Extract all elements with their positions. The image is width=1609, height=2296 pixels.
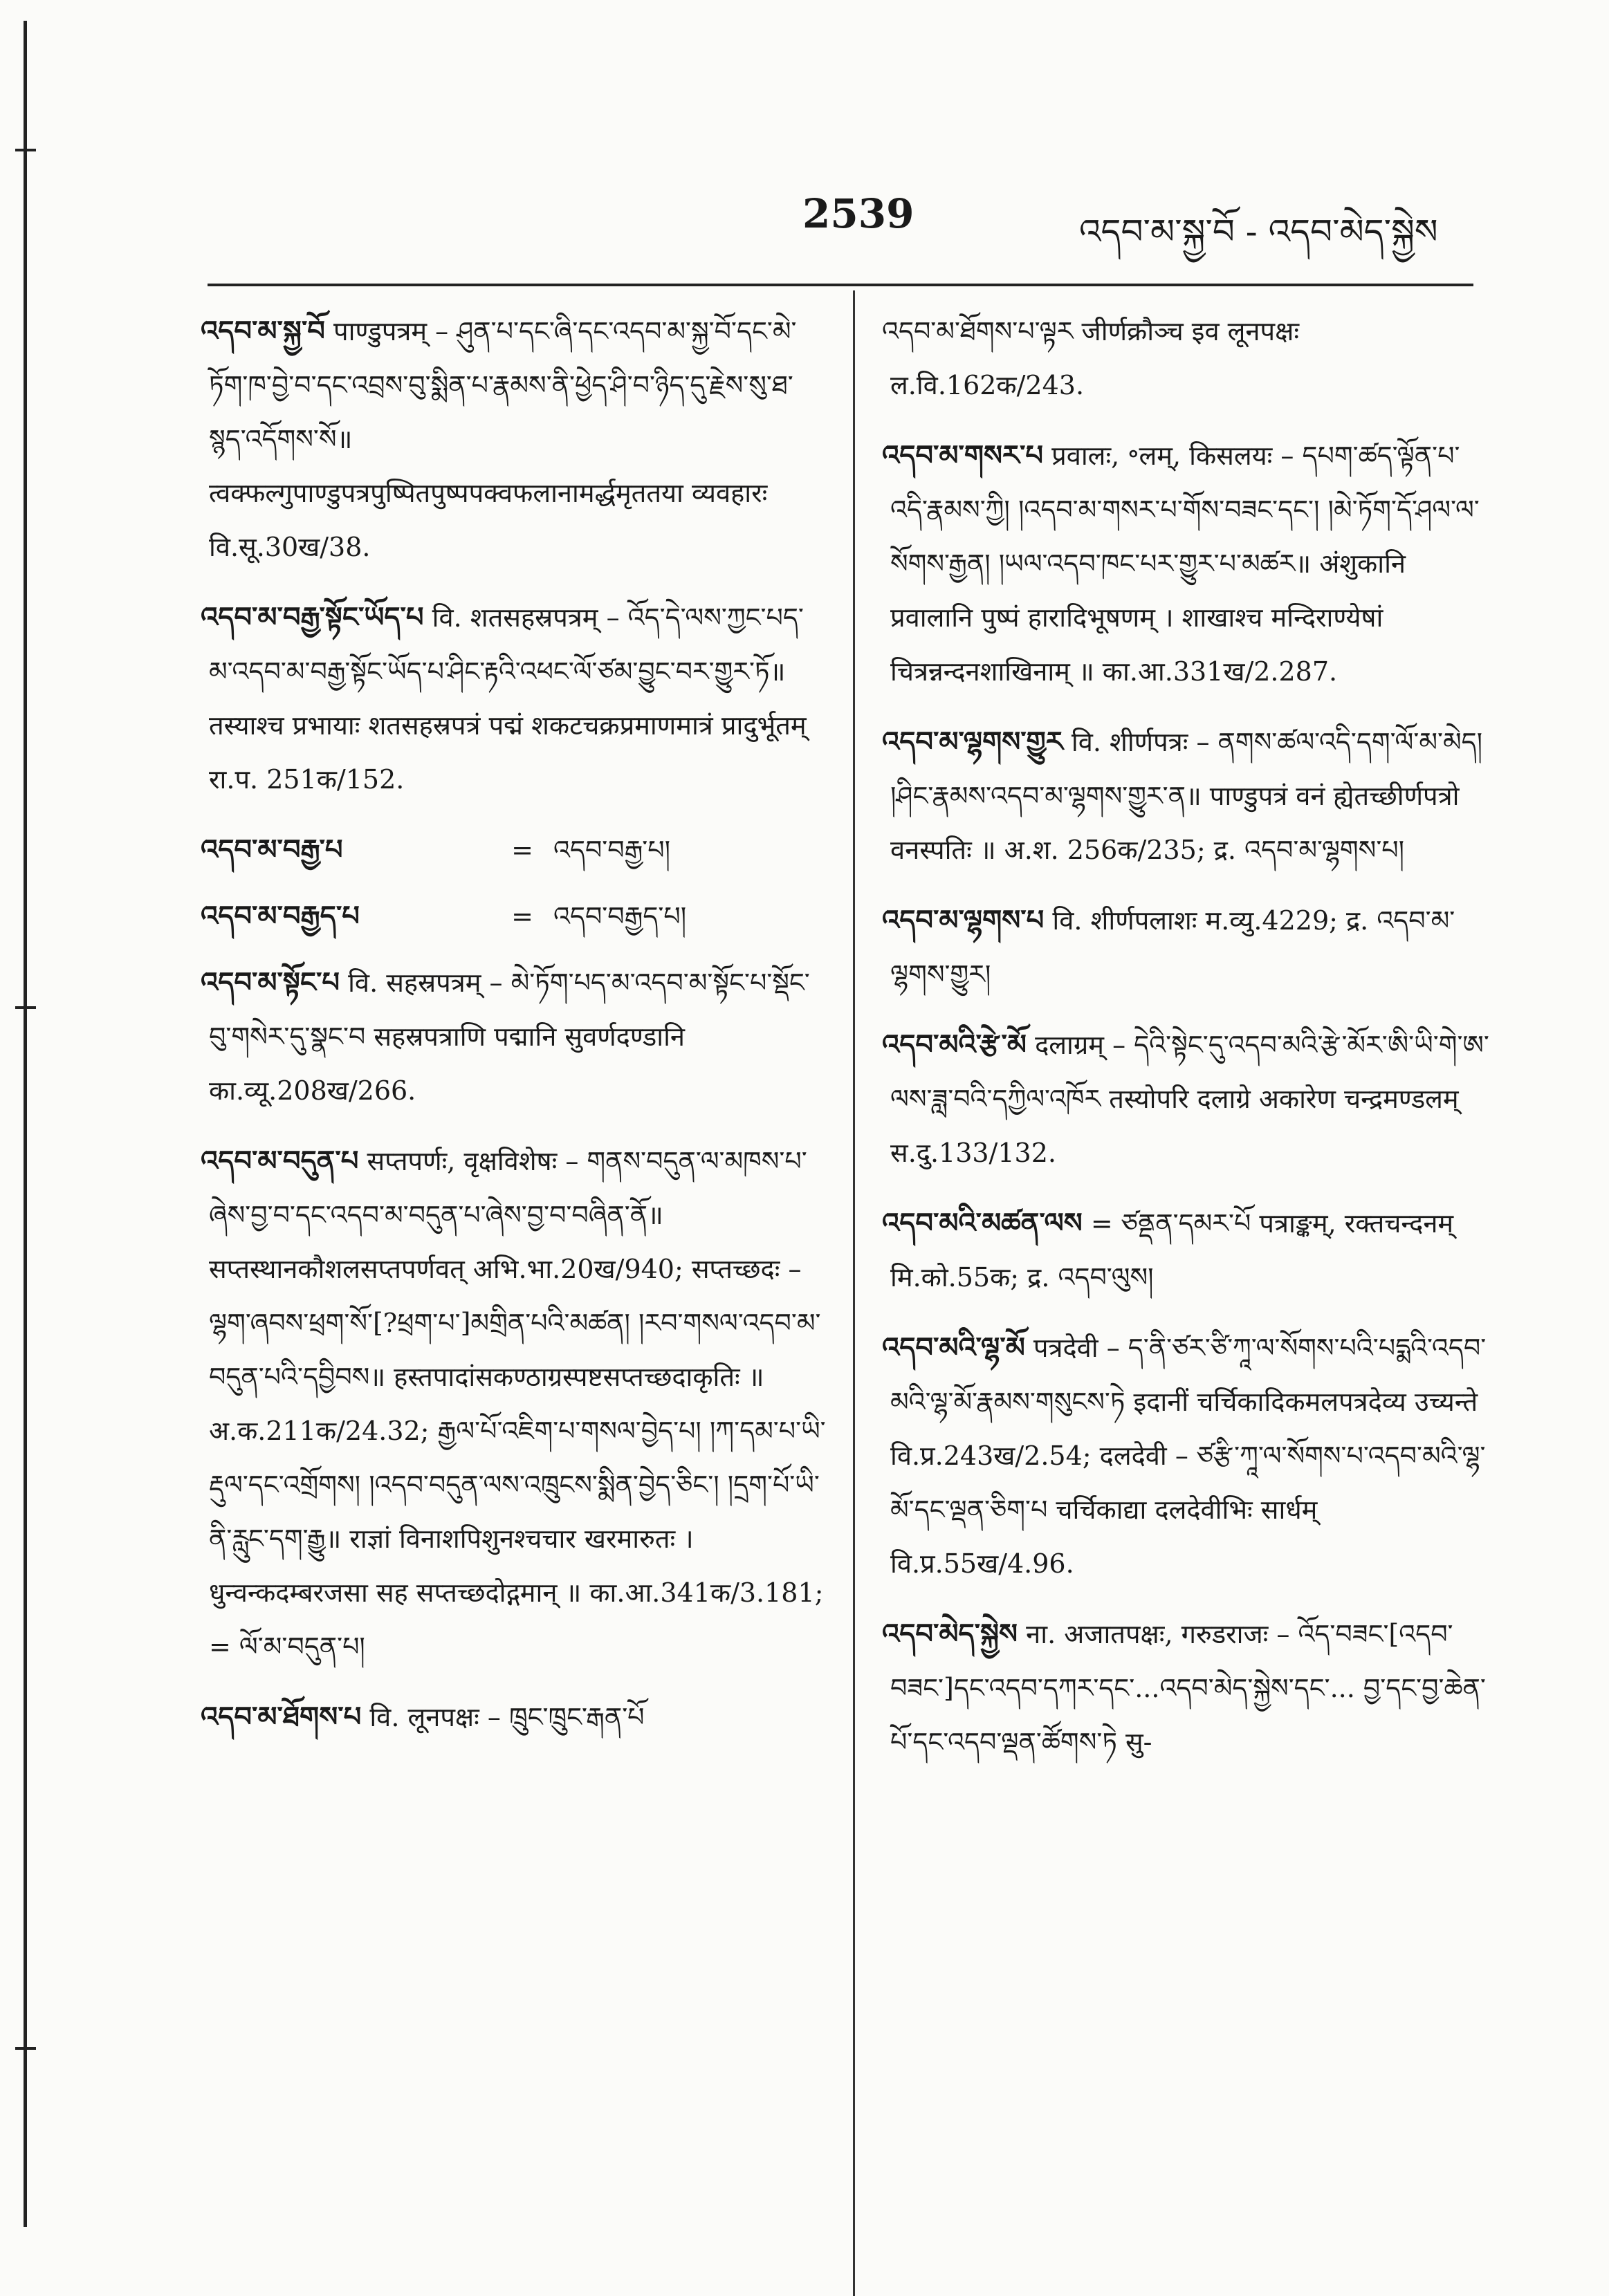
entry-term: འདབ་མ་སྟོང་པ [201,966,340,999]
entry-term: འདབ་མའི་རྩེ་མོ [882,1028,1027,1061]
entry-term: འདབ་མ་ལྷགས་པ [882,904,1045,936]
cross-reference-entry [201,823,827,877]
entry-body: दलाग्रम् – དེའི་སྟེང་དུ་འདབ་མའི་རྩེ་མོར་ཨི་ཡི་གེ་ཨ་ལས་ཟླ་བའི་དཀྱིལ་འཁོར तस्योपरि दलाग्रे अकारेण चन्द्रमण्डलम् स.दु.133/132. [890,1030,1489,1168]
equals-sign: = [511,901,533,932]
cross-reference: འདབ་བརྒྱད་པ། [553,901,687,932]
entry-term: འདབ་མ་ཐོགས་པ [201,1701,362,1733]
cross-reference: འདབ་བརྒྱ་པ། [553,835,671,865]
entry-body: वि. शीर्णपलाशः म.व्यु.4229; द्र. འདབ་མ་ལྷགས་གྱུར། [890,905,1455,990]
cross-reference-entry [201,889,827,943]
entry-body: वि. लूनपक्षः – ཁྲུང་ཁྲུང་རྒན་པོ [369,1702,645,1732]
dictionary-entry [201,304,827,574]
dictionary-entry [882,1196,1491,1304]
right-column [882,304,1491,1786]
dictionary-entry [882,1321,1491,1591]
entry-term: འདབ་མའི་ལྷ་མོ [882,1331,1025,1364]
entry-body: वि. सहस्रपत्रम् – མེ་ཏོག་པད་མ་འདབ་མ་སྟོང་པ་སྡོང་བུ་གསེར་དུ་སྣང་བ सहस्रपत्राणि पद्मानि सुवर्णदण्डानि का.व्यू.208ख/266. [209,968,810,1106]
margin-tick [15,2047,36,2050]
margin-tick [15,149,36,151]
entry-body: सप्तपर्णः, वृक्षविशेषः – གནས་བདུན་ལ་མཁས་པ་ཞེས་བྱ་བ་དང་འདབ་མ་བདུན་པ་ཞེས་བྱ་བ་བཞིན་ནོ॥ सप्तस्थानकौशलसप्तपर्णवत् अभि.भा.20ख/940; सप्तच्छदः – ལྷག་ཞབས་ཕྲག་སོ་[?ཕྲག་པ་]མགྲིན་པའི་མཚན། །རབ་གསལ་འདབ་མ་བདུན་པའི་དབྱིབས॥ हस्तपादांसकण्ठाग्रस्पष्टसप्तच्छदाकृतिः ॥ अ.क.211क/24.32; རྒྱལ་པོ་འཇིག་པ་གསལ་བྱེད་པ། །ཀ་དམ་པ་ཡི་རྡུལ་དང་འགྲོགས། །འདབ་བདུན་ལས་འཁྲུངས་སྨིན་བྱེད་ཅིང་། །དྲག་པོ་ཡི་ནི་རླུང་དག་རྒྱུ॥ राज्ञां विनाशपिशुनश्चचार खरमारुतः । धुन्वन्कदम्बरजसा सह सप्तच्छदोद्गमान् ॥ का.आ.341क/3.181; = ལོ་མ་བདུན་པ། [209,1146,826,1662]
entry-body: वि. शीर्णपत्रः – ནགས་ཚལ་འདི་དག་ལོ་མ་མེད། །ཤིང་རྣམས་འདབ་མ་ལྷགས་གྱུར་ན॥ पाण्डुपत्रं वनं ह्येतच्छीर्णपत्रो वनस्पतिः ॥ अ.श. 256क/235; द्र. འདབ་མ་ལྷགས་པ། [890,727,1483,865]
left-column [201,304,827,1761]
page-number: 2539 [802,190,914,237]
equals-sign: = [511,835,533,865]
dictionary-entry [201,1134,827,1674]
entry-body: འདབ་མ་ཐོགས་པ་ལྟར जीर्णक्रौञ्च इव लूनपक्षः ल.वि.162क/243. [882,316,1300,400]
entry-body: वि. शतसहस्रपत्रम् – འོད་དེ་ལས་ཀྱང་པད་མ་འདབ་མ་བརྒྱ་སྟོང་ཡོད་པ་ཤིང་རྟའི་འཕང་ལོ་ཙམ་བྱུང་བར་གྱུར་ཏོ॥ तस्याश्च प्रभायाः शतसहस्रपत्रं पद्मं शकटचक्रप्रमाणमात्रं प्रादुर्भूतम् रा.प. 251क/152. [209,602,807,795]
dictionary-entry [201,591,827,806]
entry-term: འདབ་མེད་སྐྱེས [882,1618,1018,1650]
column-rule [853,290,855,2296]
dictionary-entry [882,1607,1491,1769]
entry-body: पाण्डुपत्रम् – ཤུན་པ་དང་ཞི་དང་འདབ་མ་སྐྱ་བོ་དང་མེ་ཏོག་ཁ་བྱེ་བ་དང་འབྲས་བུ་སྨིན་པ་རྣམས་ནི་ཕྱེད་ཤི་བ་ཉིད་དུ་རྗེས་སུ་ཐ་སྙད་འདོགས་སོ॥ त्वक्फल्गुपाण्डुपत्रपुष्पितपुष्पपक्वफलानामर्द्धमृततया व्यवहारः वि.सू.30ख/38. [209,316,797,562]
entry-body: पत्रदेवी – ད་ནི་ཙར་ཙི་ཀཱ་ལ་སོགས་པའི་པདྨའི་འདབ་མའི་ལྷ་མོ་རྣམས་གསུངས་ཏེ इदानीं चर्चिकादिकमलपत्रदेव्य उच्यन्ते वि.प्र.243ख/2.54; दलदेवी – ཙརྩི་ཀཱ་ལ་སོགས་པ་འདབ་མའི་ལྷ་མོ་དང་ལྡན་ཅིག་པ चर्चिकाद्या दलदेवीभिः सार्धम् वि.प्र.55ख/4.96. [890,1333,1487,1579]
entry-term: འདབ་མ་བརྒྱ་པ [201,833,343,866]
entry-term: འདབ་མ་སྐྱ་བོ [201,315,325,347]
entry-body: = ཙནྡན་དམར་པོ पत्राङ्कम्, रक्तचन्दनम् मि.को.55क; द्र. འདབ་ལུས། [890,1208,1454,1293]
header-rule [208,284,1473,286]
entry-body: ना. अजातपक्षः, गरुडराजः – འོད་བཟང་[འདབ་བཟང་]དང་འདབ་དཀར་དང་...འདབ་མེད་སྐྱེས་དང་... བྱ་དང་བྱ་ཆེན་པོ་དང་འདབ་ལྡན་ཚོགས་ཏེ सु- [890,1619,1486,1757]
dictionary-entry [882,715,1491,877]
entry-term: འདབ་མ་བརྒྱད་པ [201,900,360,932]
entry-term: འདབ་མ་བདུན་པ [201,1145,359,1177]
entry-term: འདབ་མ་ལྷགས་གྱུར [882,725,1063,758]
dictionary-entry [201,1690,827,1744]
dictionary-entry [882,894,1491,1001]
margin-tick [15,1006,36,1009]
dictionary-entry [882,429,1491,698]
entry-term: འདབ་མ་གསར་པ [882,439,1043,472]
margin-rule [24,21,27,2227]
entry-term: འདབ་མ་བརྒྱ་སྟོང་ཡོད་པ [201,601,424,633]
entry-body: प्रवालः, ॰लम्, किसलयः – དཔག་ཚད་ལྟོན་པ་འདི་རྣམས་ཀྱི། །འདབ་མ་གསར་པ་གོས་བཟང་དང་། །མེ་ཏོག་དོ་ཤལ་ལ་སོགས་རྒྱན། །ཡལ་འདབ་ཁང་པར་གྱུར་པ་མཚར॥ अंशुकानि प्रवालानि पुष्पं हारादिभूषणम् । शाखाश्च मन्दिराण्येषां चित्रन्नन्दनशाखिनाम् ॥ का.आ.331ख/2.287. [890,441,1480,687]
dictionary-entry [201,956,827,1118]
dictionary-entry [882,1018,1491,1180]
dictionary-entry-continuation [882,304,1491,412]
running-head: འདབ་མ་སྐྱ་བོ - འདབ་མེད་སྐྱེས [1079,212,1438,252]
entry-term: འདབ་མའི་མཚན་ལས [882,1207,1083,1239]
